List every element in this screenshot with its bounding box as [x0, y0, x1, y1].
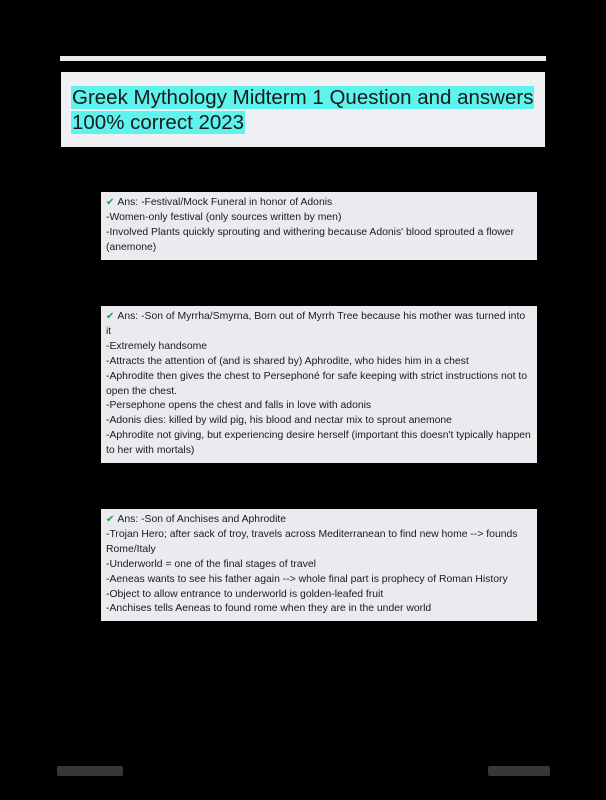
answer-line: -Underworld = one of the final stages of travel — [106, 558, 316, 570]
answer-line — [106, 196, 531, 211]
answer-line: -Anchises tells Aeneas to found rome when they are in the under world — [106, 603, 432, 615]
answer-line: -Extremely handsome — [106, 340, 208, 352]
header-divider — [60, 56, 546, 61]
check-icon: ✔ — [106, 311, 115, 322]
answer-line: -Aphrodite then gives the chest to Persephoné for safe keeping with strict instructions not to open the chest. — [106, 370, 528, 397]
answer-line: -Aphrodite not giving, but experiencing desire herself (important this doesn't typically happen to her with mortals) — [106, 430, 531, 457]
answer-card-3 — [101, 509, 537, 621]
answer-line: -Persephone opens the chest and falls in love with adonis — [106, 400, 372, 412]
answer-line: -Adonis dies: killed by wild pig, his blood and nectar mix to sprout anemone — [106, 415, 452, 427]
answer-line: -Aeneas wants to see his father again --> whole final part is prophecy of Roman History — [106, 573, 508, 585]
answer-line: -Trojan Hero; after sack of troy, travels across Mediterranean to find new home --> founds Rome/Italy — [106, 528, 518, 555]
answer-card-2 — [101, 306, 537, 463]
check-icon: ✔ — [106, 197, 115, 208]
answer-line: -Women-only festival (only sources written by men) — [106, 211, 342, 223]
check-icon: ✔ — [106, 514, 115, 525]
title-box — [61, 72, 545, 147]
answer-line: -Object to allow entrance to underworld is golden-leafed fruit — [106, 588, 384, 600]
answer-line: -Involved Plants quickly sprouting and withering because Adonis' blood sprouted a flower (anemone) — [106, 226, 515, 253]
answer-text: Ans: -Festival/Mock Funeral in honor of Adonis — [117, 197, 333, 208]
page-title: Greek Mythology Midterm 1 Question and answers 100% correct 2023 — [72, 86, 534, 134]
answer-text: Ans: -Son of Anchises and Aphrodite — [117, 514, 287, 525]
footer-page-number — [488, 766, 550, 776]
footer-watermark-left — [57, 766, 123, 776]
answer-text: Ans: -Son of Myrrha/Smyrna, Born out of Myrrh Tree because his mother was turned into it — [106, 311, 526, 337]
answer-card-1 — [101, 192, 537, 260]
answer-line — [106, 310, 531, 340]
answer-line: -Attracts the attention of (and is shared by) Aphrodite, who hides him in a chest — [106, 355, 469, 367]
answer-line — [106, 513, 531, 528]
